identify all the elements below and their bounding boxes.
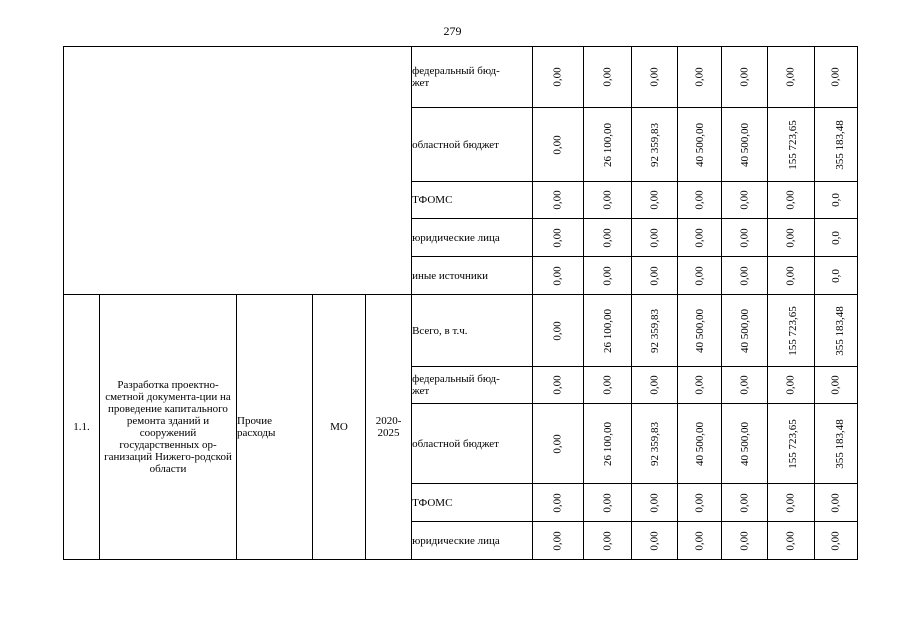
value-text: 0,00 bbox=[738, 265, 751, 286]
value-cell bbox=[722, 367, 768, 404]
value-cell bbox=[533, 257, 584, 295]
value-text: 0,00 bbox=[648, 375, 661, 395]
value-text: 0,00 bbox=[693, 227, 706, 248]
source-cell: ТФОМС bbox=[412, 484, 533, 522]
value-cell bbox=[722, 484, 768, 522]
table-body bbox=[64, 47, 858, 560]
value-text: 0,00 bbox=[830, 375, 843, 395]
expense-type: Прочие расходы bbox=[237, 295, 313, 560]
value-text: 40 500,00 bbox=[694, 308, 707, 353]
value-cell bbox=[678, 108, 722, 182]
value-cell bbox=[722, 295, 768, 367]
value-cell bbox=[815, 182, 858, 219]
value-text: 0,00 bbox=[830, 492, 843, 513]
source-cell: иные источники bbox=[412, 257, 533, 295]
source-cell: ТФОМС bbox=[412, 182, 533, 219]
value-cell bbox=[768, 182, 815, 219]
value-text: 355 183,48 bbox=[833, 418, 846, 469]
value-text: 155 723,65 bbox=[786, 418, 799, 469]
value-cell bbox=[678, 182, 722, 219]
value-cell bbox=[768, 295, 815, 367]
value-cell bbox=[722, 108, 768, 182]
value-text: 0,00 bbox=[601, 265, 614, 286]
value-text: 0,00 bbox=[648, 265, 661, 286]
executor: МО bbox=[313, 295, 366, 560]
value-cell bbox=[678, 257, 722, 295]
value-cell bbox=[632, 404, 678, 484]
value-text: 0,00 bbox=[552, 492, 565, 513]
value-text: 92 359,83 bbox=[648, 308, 661, 353]
value-cell bbox=[584, 257, 632, 295]
value-text: 155 723,65 bbox=[786, 305, 799, 356]
value-text: 0,00 bbox=[785, 530, 798, 551]
value-cell bbox=[632, 219, 678, 257]
value-text: 92 359,83 bbox=[648, 122, 661, 167]
value-text: 26 100,00 bbox=[601, 421, 614, 466]
value-cell bbox=[632, 47, 678, 108]
value-text: 40 500,00 bbox=[694, 421, 707, 466]
value-text: 0,00 bbox=[693, 530, 706, 551]
value-text: 26 100,00 bbox=[601, 308, 614, 353]
value-text: 0,0 bbox=[830, 268, 843, 283]
value-text: 0,00 bbox=[830, 67, 843, 87]
value-cell bbox=[815, 404, 858, 484]
value-cell bbox=[768, 404, 815, 484]
value-cell bbox=[632, 522, 678, 560]
source-cell: областной бюджет bbox=[412, 404, 533, 484]
empty-merged-cell bbox=[64, 47, 412, 295]
value-text: 0,00 bbox=[601, 375, 614, 395]
value-text: 355 183,48 bbox=[833, 305, 846, 356]
value-cell bbox=[815, 522, 858, 560]
value-text: 92 359,83 bbox=[648, 421, 661, 466]
value-text: 0,00 bbox=[785, 227, 798, 248]
value-text: 0,00 bbox=[601, 190, 614, 210]
value-cell bbox=[584, 182, 632, 219]
value-text: 0,00 bbox=[552, 67, 565, 87]
value-cell bbox=[533, 367, 584, 404]
source-cell: юридические лица bbox=[412, 219, 533, 257]
value-text: 0,00 bbox=[648, 227, 661, 248]
value-cell bbox=[768, 484, 815, 522]
value-cell bbox=[678, 295, 722, 367]
table-row bbox=[64, 295, 858, 367]
value-text: 0,00 bbox=[693, 265, 706, 286]
value-text: 0,00 bbox=[738, 375, 751, 395]
source-cell: Всего, в т.ч. bbox=[412, 295, 533, 367]
value-cell bbox=[533, 522, 584, 560]
value-text: 0,00 bbox=[648, 67, 661, 87]
value-cell bbox=[722, 257, 768, 295]
value-text: 0,00 bbox=[552, 134, 565, 155]
value-text: 0,00 bbox=[693, 190, 706, 210]
value-cell bbox=[584, 219, 632, 257]
value-text: 0,00 bbox=[552, 433, 565, 454]
value-cell bbox=[584, 484, 632, 522]
value-cell bbox=[632, 295, 678, 367]
value-text: 0,00 bbox=[552, 375, 565, 395]
value-cell bbox=[768, 219, 815, 257]
value-cell bbox=[678, 404, 722, 484]
source-cell: областной бюджет bbox=[412, 108, 533, 182]
value-cell bbox=[632, 108, 678, 182]
value-cell bbox=[722, 219, 768, 257]
value-text: 0,00 bbox=[601, 492, 614, 513]
value-cell bbox=[533, 47, 584, 108]
value-cell bbox=[815, 257, 858, 295]
value-text: 26 100,00 bbox=[601, 122, 614, 167]
value-cell bbox=[533, 295, 584, 367]
value-cell bbox=[722, 404, 768, 484]
period: 2020-2025 bbox=[366, 295, 412, 560]
value-text: 0,00 bbox=[785, 67, 798, 87]
value-cell bbox=[584, 404, 632, 484]
value-cell bbox=[815, 367, 858, 404]
value-cell bbox=[815, 47, 858, 108]
value-text: 0,00 bbox=[738, 530, 751, 551]
item-number: 1.1. bbox=[64, 295, 100, 560]
value-text: 0,00 bbox=[693, 67, 706, 87]
value-cell bbox=[678, 484, 722, 522]
value-cell bbox=[584, 47, 632, 108]
value-text: 0,00 bbox=[601, 530, 614, 551]
value-text: 0,00 bbox=[648, 492, 661, 513]
value-text: 155 723,65 bbox=[786, 119, 799, 170]
value-cell bbox=[533, 219, 584, 257]
value-cell bbox=[533, 182, 584, 219]
value-cell bbox=[815, 219, 858, 257]
value-cell bbox=[768, 47, 815, 108]
value-cell bbox=[678, 367, 722, 404]
item-description: Разработка проектно-сметной документа-ции на проведение капитального ремонта зданий и сооружений государственных ор-ганизаций Нижего-родской области bbox=[100, 295, 237, 560]
value-cell bbox=[768, 257, 815, 295]
budget-table bbox=[63, 46, 858, 560]
value-text: 0,0 bbox=[830, 193, 843, 207]
value-cell bbox=[584, 295, 632, 367]
value-text: 0,00 bbox=[601, 67, 614, 87]
value-text: 0,00 bbox=[648, 530, 661, 551]
value-text: 0,00 bbox=[552, 227, 565, 248]
value-text: 0,00 bbox=[648, 190, 661, 210]
value-cell bbox=[584, 108, 632, 182]
value-text: 0,00 bbox=[785, 265, 798, 286]
value-text: 0,00 bbox=[552, 190, 565, 210]
value-text: 0,00 bbox=[830, 530, 843, 551]
value-cell bbox=[768, 522, 815, 560]
value-text: 0,00 bbox=[738, 67, 751, 87]
value-cell bbox=[632, 484, 678, 522]
value-cell bbox=[815, 295, 858, 367]
value-cell bbox=[678, 47, 722, 108]
value-text: 0,00 bbox=[693, 375, 706, 395]
value-cell bbox=[722, 182, 768, 219]
value-cell bbox=[533, 484, 584, 522]
value-cell bbox=[722, 47, 768, 108]
value-cell bbox=[584, 522, 632, 560]
value-text: 0,00 bbox=[738, 492, 751, 513]
value-text: 0,00 bbox=[552, 530, 565, 551]
value-cell bbox=[722, 522, 768, 560]
table-row bbox=[64, 47, 858, 108]
page-number: 279 bbox=[443, 24, 462, 38]
value-text: 0,00 bbox=[785, 190, 798, 210]
source-cell: федеральный бюд- жет bbox=[412, 367, 533, 404]
value-cell bbox=[815, 108, 858, 182]
value-cell bbox=[678, 522, 722, 560]
value-text: 40 500,00 bbox=[738, 122, 751, 167]
value-text: 0,00 bbox=[785, 492, 798, 513]
value-text: 0,00 bbox=[785, 375, 798, 395]
value-cell bbox=[768, 367, 815, 404]
value-text: 40 500,00 bbox=[738, 308, 751, 353]
value-text: 40 500,00 bbox=[738, 421, 751, 466]
value-text: 0,00 bbox=[552, 265, 565, 286]
value-text: 0,00 bbox=[693, 492, 706, 513]
value-text: 0,00 bbox=[738, 190, 751, 210]
value-cell bbox=[815, 484, 858, 522]
value-cell bbox=[632, 367, 678, 404]
value-text: 0,00 bbox=[601, 227, 614, 248]
value-text: 355 183,48 bbox=[833, 119, 846, 170]
value-cell bbox=[533, 108, 584, 182]
value-cell bbox=[533, 404, 584, 484]
source-cell: юридические лица bbox=[412, 522, 533, 560]
value-cell bbox=[632, 257, 678, 295]
value-cell bbox=[678, 219, 722, 257]
value-cell bbox=[584, 367, 632, 404]
value-text: 0,0 bbox=[830, 230, 843, 245]
value-text: 40 500,00 bbox=[694, 122, 707, 167]
value-cell bbox=[768, 108, 815, 182]
value-text: 0,00 bbox=[738, 227, 751, 248]
source-cell: федеральный бюд- жет bbox=[412, 47, 533, 108]
value-text: 0,00 bbox=[552, 320, 565, 341]
value-cell bbox=[632, 182, 678, 219]
